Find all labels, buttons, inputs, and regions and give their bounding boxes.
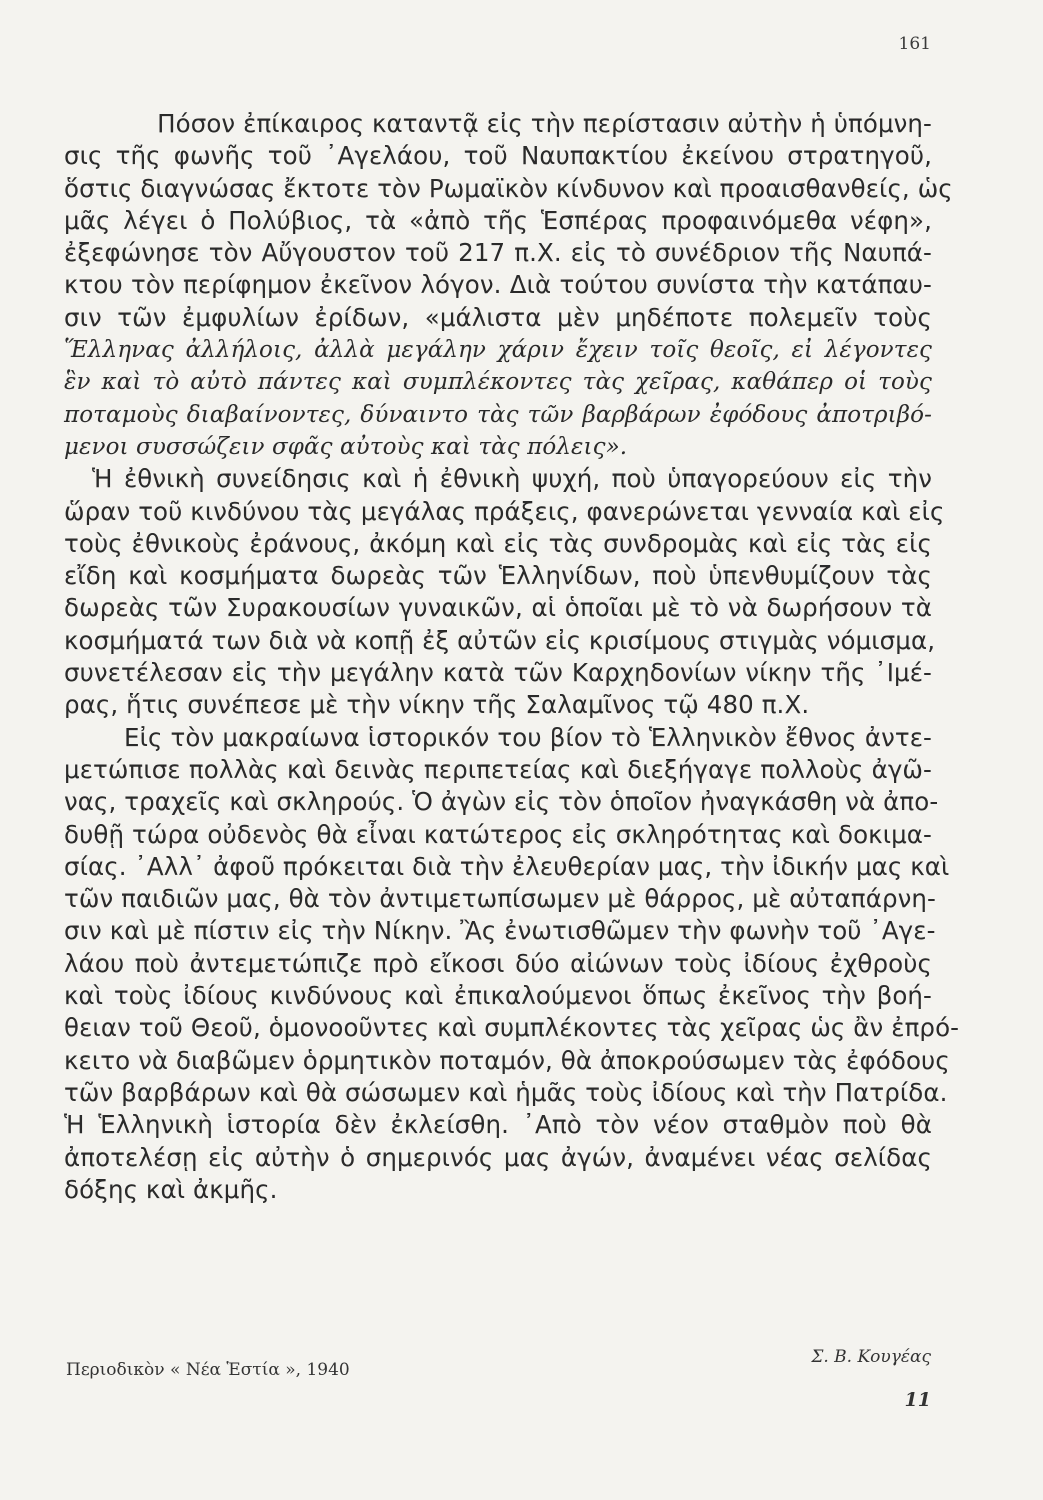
text-line: σιν καὶ μὲ πίστιν εἰς τὴν Νίκην. Ἂς ἐνωτισθῶμεν τὴν φωνὴν τοῦ ᾿Αγε-: [64, 916, 936, 946]
text-line: καὶ τοὺς ἰδίους κινδύνους καὶ ἐπικαλούμενοι ὅπως ἐκεῖνος τὴν βοή-: [64, 981, 932, 1011]
text-line: λάου ποὺ ἀντεμετώπιζε πρὸ εἴκοσι δύο αἰώνων τοὺς ἰδίους ἐχθροὺς: [64, 948, 932, 978]
text-line: θειαν τοῦ Θεοῦ, ὁμονοοῦντες καὶ συμπλέκοντες τὰς χεῖρας ὡς ἂν ἐπρό-: [64, 1013, 960, 1043]
quote-line: Ἕλληνας ἀλλήλοις, ἀλλὰ μεγάλην χάριν ἔχειν τοῖς θεοῖς, εἰ λέγοντες: [64, 337, 932, 364]
text-line: ἀποτελέσῃ εἰς αὐτὴν ὁ σημερινός μας ἀγών, ἀναμένει νέας σελίδας: [64, 1142, 932, 1172]
text-line: τοὺς ἐθνικοὺς ἐράνους, ἀκόμη καὶ εἰς τὰς συνδρομὰς καὶ εἰς τὰς εἰς: [64, 528, 932, 558]
text-line: ἐξεφώνησε τὸν Αὔγουστον τοῦ 217 π.Χ. εἰς τὸ συνέδριον τῆς Ναυπά-: [64, 238, 932, 268]
text-line: κοσμήματά των διὰ νὰ κοπῇ ἐξ αὐτῶν εἰς κρισίμους στιγμὰς νόμισμα,: [64, 625, 936, 655]
quote-line: μενοι συσσώζειν σφᾶς αὐτοὺς καὶ τὰς πόλεις».: [64, 433, 628, 460]
text-line: μᾶς λέγει ὁ Πολύβιος, τὰ «ἀπὸ τῆς Ἑσπέρας προφαινόμεθα νέφη»,: [64, 205, 932, 235]
text-line: ὥραν τοῦ κινδύνου τὰς μεγάλας πράξεις, φανερώνεται γενναία καὶ εἰς: [64, 496, 945, 526]
text-line: τῶν βαρβάρων καὶ θὰ σώσωμεν καὶ ἡμᾶς τοὺς ἰδίους καὶ τὴν Πατρίδα.: [64, 1077, 948, 1107]
text-line: ρας, ἥτις συνέπεσε μὲ τὴν νίκην τῆς Σαλαμῖνος τῷ 480 π.Χ.: [64, 690, 810, 720]
text-line: συνετέλεσαν εἰς τὴν μεγάλην κατὰ τῶν Καρχηδονίων νίκην τῆς ᾿Ιμέ-: [64, 658, 932, 688]
text-line: κτου τὸν περίφημον ἐκεῖνον λόγον. Διὰ τούτου συνίστα τὴν κατάπαυ-: [64, 270, 932, 300]
footer-number: 11: [904, 1389, 931, 1411]
text-line: μετώπισε πολλὰς καὶ δεινὰς περιπετείας καὶ διεξήγαγε πολλοὺς ἀγῶ-: [64, 754, 932, 784]
quote-line: ἓν καὶ τὸ αὐτὸ πάντες καὶ συμπλέκοντες τὰς χεῖρας, καθάπερ οἱ τοὺς: [64, 369, 932, 396]
text-line: δωρεὰς τῶν Συρακουσίων γυναικῶν, αἱ ὁποῖαι μὲ τὸ νὰ δωρήσουν τὰ: [64, 593, 932, 623]
author-signature: Σ. Β. Κουγέας: [811, 1347, 931, 1367]
text-line: σιν τῶν ἐμφυλίων ἐρίδων, «μάλιστα μὲν μηδέποτε πολεμεῖν τοὺς: [64, 302, 932, 332]
text-line: τῶν παιδιῶν μας, θὰ τὸν ἀντιμετωπίσωμεν μὲ θάρρος, μὲ αὐταπάρνη-: [64, 884, 936, 914]
text-line: κειτο νὰ διαβῶμεν ὁρμητικὸν ποταμόν, θὰ ἀποκρούσωμεν τὰς ἐφόδους: [64, 1045, 950, 1075]
text-line: σις τῆς φωνῆς τοῦ ᾿Αγελάου, τοῦ Ναυπακτίου ἐκείνου στρατηγοῦ,: [64, 141, 932, 171]
quote-line: ποταμοὺς διαβαίνοντες, δύναιντο τὰς τῶν βαρβάρων ἐφόδους ἀποτριβό-: [64, 401, 932, 428]
text-line: Εἰς τὸν μακραίωνα ἱστορικόν του βίον τὸ Ἑλληνικὸν ἔθνος ἀντε-: [124, 722, 932, 752]
text-line: σίας. ᾿Αλλ᾿ ἀφοῦ πρόκειται διὰ τὴν ἐλευθερίαν μας, τὴν ἰδικήν μας καὶ: [64, 851, 950, 881]
source-citation: Περιοδικὸν « Νέα Ἑστία », 1940: [66, 1360, 350, 1380]
text-line: δόξης καὶ ἀκμῆς.: [64, 1174, 278, 1204]
text-line: εἴδη καὶ κοσμήματα δωρεὰς τῶν Ἑλληνίδων, ποὺ ὑπενθυμίζουν τὰς: [64, 561, 932, 591]
text-line: Ἡ ἐθνικὴ συνείδησις καὶ ἡ ἐθνικὴ ψυχή, ποὺ ὑπαγορεύουν εἰς τὴν: [92, 464, 932, 494]
text-line: Ἡ Ἑλληνικὴ ἱστορία δὲν ἐκλείσθη. ᾿Απὸ τὸν νέον σταθμὸν ποὺ θὰ: [64, 1110, 932, 1140]
text-line: νας, τραχεῖς καὶ σκληρούς. Ὁ ἀγὼν εἰς τὸν ὁποῖον ἠναγκάσθη νὰ ἀπο-: [64, 787, 939, 817]
text-line: Πόσον ἐπίκαιρος καταντᾷ εἰς τὴν περίστασιν αὐτὴν ἡ ὑπόμνη-: [157, 109, 932, 138]
text-line: ὅστις διαγνώσας ἔκτοτε τὸν Ρωμαϊκὸν κίνδυνον καὶ προαισθανθείς, ὡς: [64, 173, 953, 203]
article-body: [64, 108, 960, 1206]
page-number: 161: [898, 34, 931, 54]
text-line: δυθῇ τώρα οὐδενὸς θὰ εἶναι κατώτερος εἰς σκληρότητας καὶ δοκιμα-: [64, 819, 932, 849]
